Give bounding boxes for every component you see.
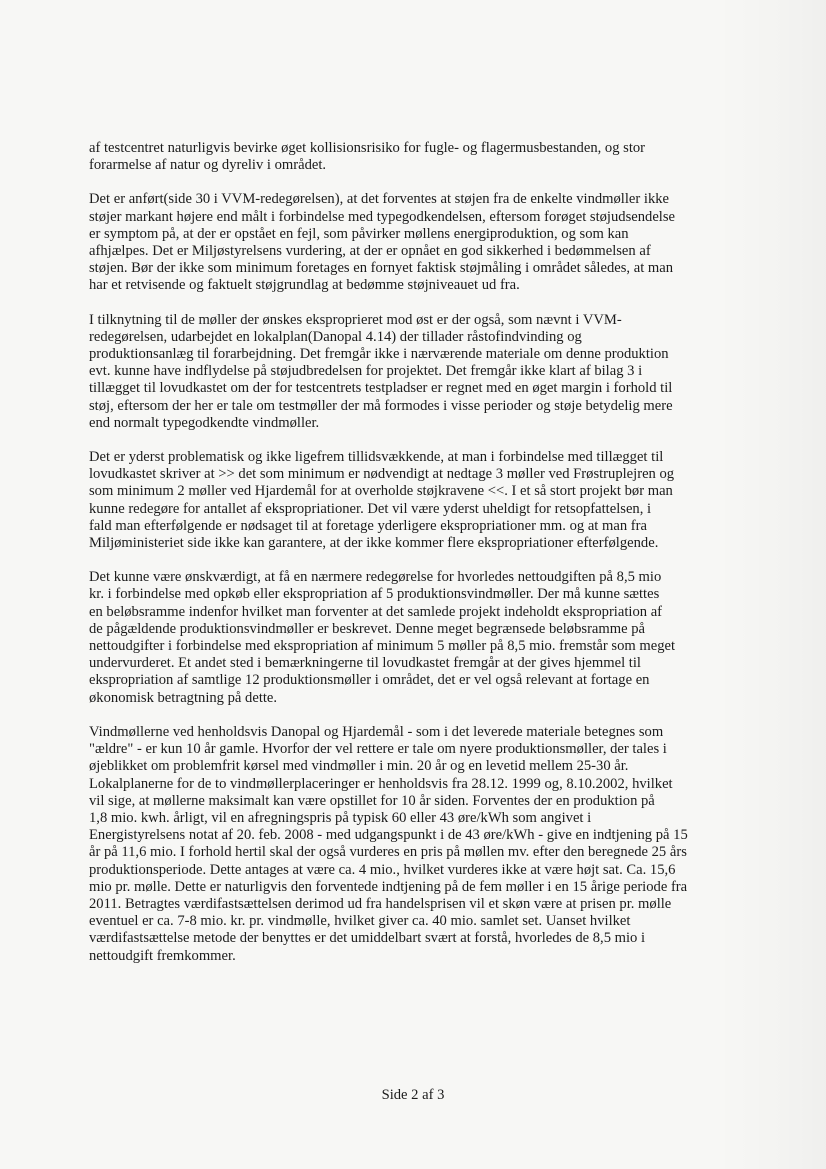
paragraph-4: Det er yderst problematisk og ikke ligefrem tillidsvækkende, at man i forbindelse med tillægget til lovudkastet skriver at >> det som minimum er nødvendigt at nedtage 3 møller ved Frøstruplejren og som minimum 2 møller ved Hjardemål for at overholde støjkravene <<. I et så stort projekt bør man kunne redegøre for antallet af ekspropriationer. Det vil være yderst uheldigt for retsopfattelsen, i fald man efterfølgende er nødsaget til at foretage yderligere ekspropriationer mm. og at man fra Miljøministeriet side ikke kan garantere, at der ikke kommer flere ekspropriationer efterfølgende.	[89, 449, 675, 552]
paragraph-1: af testcentret naturligvis bevirke øget kollisionsrisiko for fugle- og flagermusbestanden, og stor forarmelse af natur og dyreliv i området.	[89, 140, 646, 174]
paragraph-5: Det kunne være ønskværdigt, at få en nærmere redegørelse for hvorledes nettoudgiften på 8,5 mio kr. i forbindelse med opkøb eller ekspropriation af 5 produktionsvindmøller. Der må kunne sættes en beløbsramme indenfor hvilket man forventer at det samlede projekt indeholdt ekspropriation af de pågældende produktionsvindmøller er beskrevet. Denne meget begrænsede beløbsramme på nettoudgifter i forbindelse med ekspropriation af minimum 5 møller på 8,5 mio. fremstår som meget undervurderet. Et andet sted i bemærkningerne til lovudkastet fremgår at der gives hjemmel til ekspropriation af samtlige 12 produktionsmøller i området, det er vel også relevant at fortage en økonomisk betragtning på dette.	[89, 569, 676, 706]
paragraph-6: Vindmøllerne ved henholdsvis Danopal og Hjardemål - som i det leverede materiale betegnes som "ældre" - er kun 10 år gamle. Hvorfor der vel rettere er tale om nyere produktionsmøller, der tales i øjeblikket om problemfrit kørsel med vindmøller i min. 20 år og en levetid mellem 25-30 år. Lokalplanerne for de to vindmøllerplaceringer er henholdsvis fra 28.12. 1999 og, 8.10.2002, hvilket vil sige, at møllerne maksimalt kan være opstillet for 10 år siden. Forventes der en produktion på 1,8 mio. kwh. årligt, vil en afregningspris på typisk 60 eller 43 øre/kWh som angivet i Energistyrelsens notat af 20. feb. 2008 - med udgangspunkt i de 43 øre/kWh - give en indtjening på 15 år på 11,6 mio. I forhold hertil skal der også vurderes en pris på møllen mv. efter den beregnede 25 års produktionsperiode. Dette antages at være ca. 4 mio., hvilket vurderes ikke at være højt sat. Ca. 15,6 mio pr. mølle. Dette er naturligvis den forventede indtjening på de fem møller i en 15 årige periode fra 2011. Betragtes værdifastsættelsen derimod ud fra handelsprisen vil et skøn være at prisen pr. mølle eventuel er ca. 7-8 mio. kr. pr. vindmølle, hvilket giver ca. 40 mio. samlet set. Uanset hvilket værdifastsættelse metode der benyttes er det umiddelbart svært at forstå, hvorledes de 8,5 mio i nettoudgift fremkommer.	[89, 723, 688, 964]
page-number: Side 2 af 3	[381, 1087, 445, 1103]
paragraph-2: Det er anført(side 30 i VVM-redegørelsen), at det forventes at støjen fra de enkelte vindmøller ikke støjer markant højere end målt i forbindelse med typegodkendelsen, eftersom forøget støjudsendelse er symptom på, at der er opstået en fejl, som påvirker møllens energiproduktion, og som kan afhjælpes. Det er Miljøstyrelsens vurdering, at der er opnået en god sikkerhed i bedømmelsen af støjen. Bør der ikke som minimum foretages en fornyet faktisk støjmåling i området således, at man har et retvisende og faktuelt støjgrundlag at bedømme støjniveauet ud fra.	[89, 191, 676, 294]
paragraph-3: I tilknytning til de møller der ønskes eksproprieret mod øst er der også, som nævnt i VVM- redegørelsen, udarbejdet en lokalplan(Danopal 4.14) der tillader råstofindvinding og produktionsanlæg til forarbejdning. Det fremgår ikke i nærværende materiale om denne produktion evt. kunne have indflydelse på støjudbredelsen for projektet. Det fremgår ikke klart af bilag 3 i tillægget til lovudkastet om der for testcentrets testpladser er regnet med en øget margin i forhold til støj, eftersom der her er tale om testmøller der må formodes i visse perioder og støje betydelig mere end normalt typegodkendte vindmøller.	[89, 311, 673, 431]
document-body	[89, 140, 749, 982]
